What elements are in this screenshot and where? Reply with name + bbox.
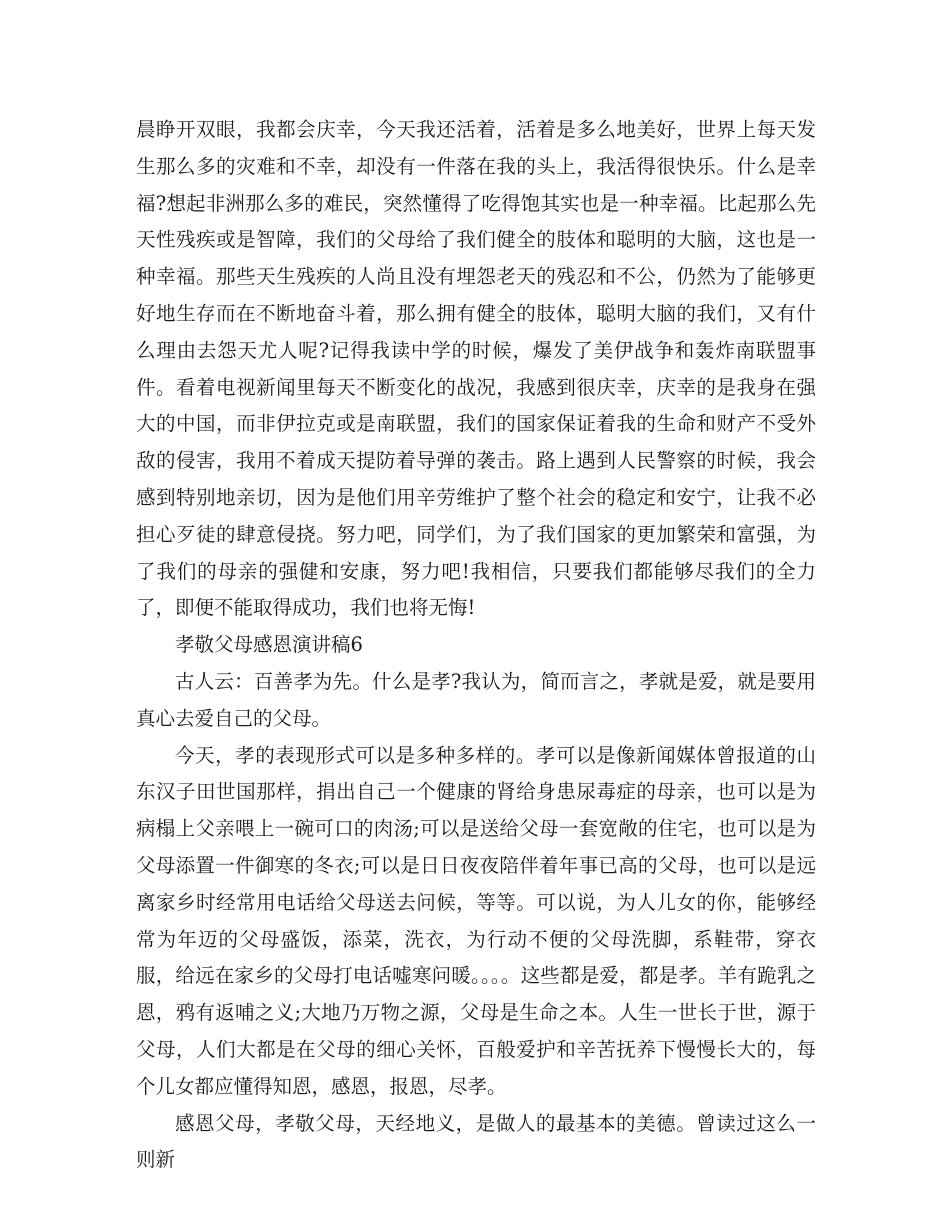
document-body [136, 112, 816, 1179]
paragraph-quote: 古人云：百善孝为先。什么是孝?我认为，简而言之，孝就是爱，就是要用真心去爱自己的父母。 [136, 669, 816, 730]
paragraph-forms-of-filial-piety: 今天，孝的表现形式可以是多种多样的。孝可以是像新闻媒体曾报道的山东汉子田世国那样，捐出自己一个健康的肾给身患尿毒症的母亲，也可以是为病榻上父亲喂上一碗可口的肉汤;可以是送给父母一套宽敞的住宅，也可以是为父母添置一件御寒的冬衣;可以是日日夜夜陪伴着年事已高的父母，也可以是远离家乡时经常用电话给父母送去问候，等等。可以说，为人儿女的你，能够经常为年迈的父母盛饭，添菜，洗衣，为行动不便的父母洗脚，系鞋带，穿衣服，给远在家乡的父母打电话嘘寒问暖。。。。这些都是爱，都是孝。羊有跪乳之恩，鸦有返哺之义;大地乃万物之源，父母是生命之本。人生一世长于世，源于父母，人们大都是在父母的细心关怀，百般爱护和辛苦抚养下慢慢长大的，每个儿女都应懂得知恩，感恩，报恩，尽孝。 [136, 743, 816, 1098]
section-heading: 孝敬父母感恩演讲稿6 [175, 633, 363, 657]
paragraph-gratitude: 感恩父母，孝敬父母，天经地义，是做人的最基本的美德。曾读过这么一则新 [136, 1111, 816, 1172]
paragraph-continued: 晨睁开双眼，我都会庆幸，今天我还活着，活着是多么地美好，世界上每天发生那么多的灾难和不幸，却没有一件落在我的头上，我活得很快乐。什么是幸福?想起非洲那么多的难民，突然懂得了吃得饱其实也是一种幸福。比起那么先天性残疾或是智障，我们的父母给了我们健全的肢体和聪明的大脑，这也是一种幸福。那些天生残疾的人尚且没有埋怨老天的残忍和不公，仍然为了能够更好地生存而在不断地奋斗着，那么拥有健全的肢体，聪明大脑的我们，又有什么理由去怨天尤人呢?记得我读中学的时候，爆发了美伊战争和轰炸南联盟事件。看着电视新闻里每天不断变化的战况，我感到很庆幸，庆幸的是我身在强大的中国，而非伊拉克或是南联盟，我们的国家保证着我的生命和财产不受外敌的侵害，我用不着成天提防着导弹的袭击。路上遇到人民警察的时候，我会感到特别地亲切，因为是他们用辛劳维护了整个社会的稳定和安宁，让我不必担心歹徒的肆意侵挠。努力吧，同学们，为了我们国家的更加繁荣和富强，为了我们的母亲的强健和安康，努力吧!我相信，只要我们都能够尽我们的全力了，即便不能取得成功，我们也将无悔! [136, 118, 816, 620]
